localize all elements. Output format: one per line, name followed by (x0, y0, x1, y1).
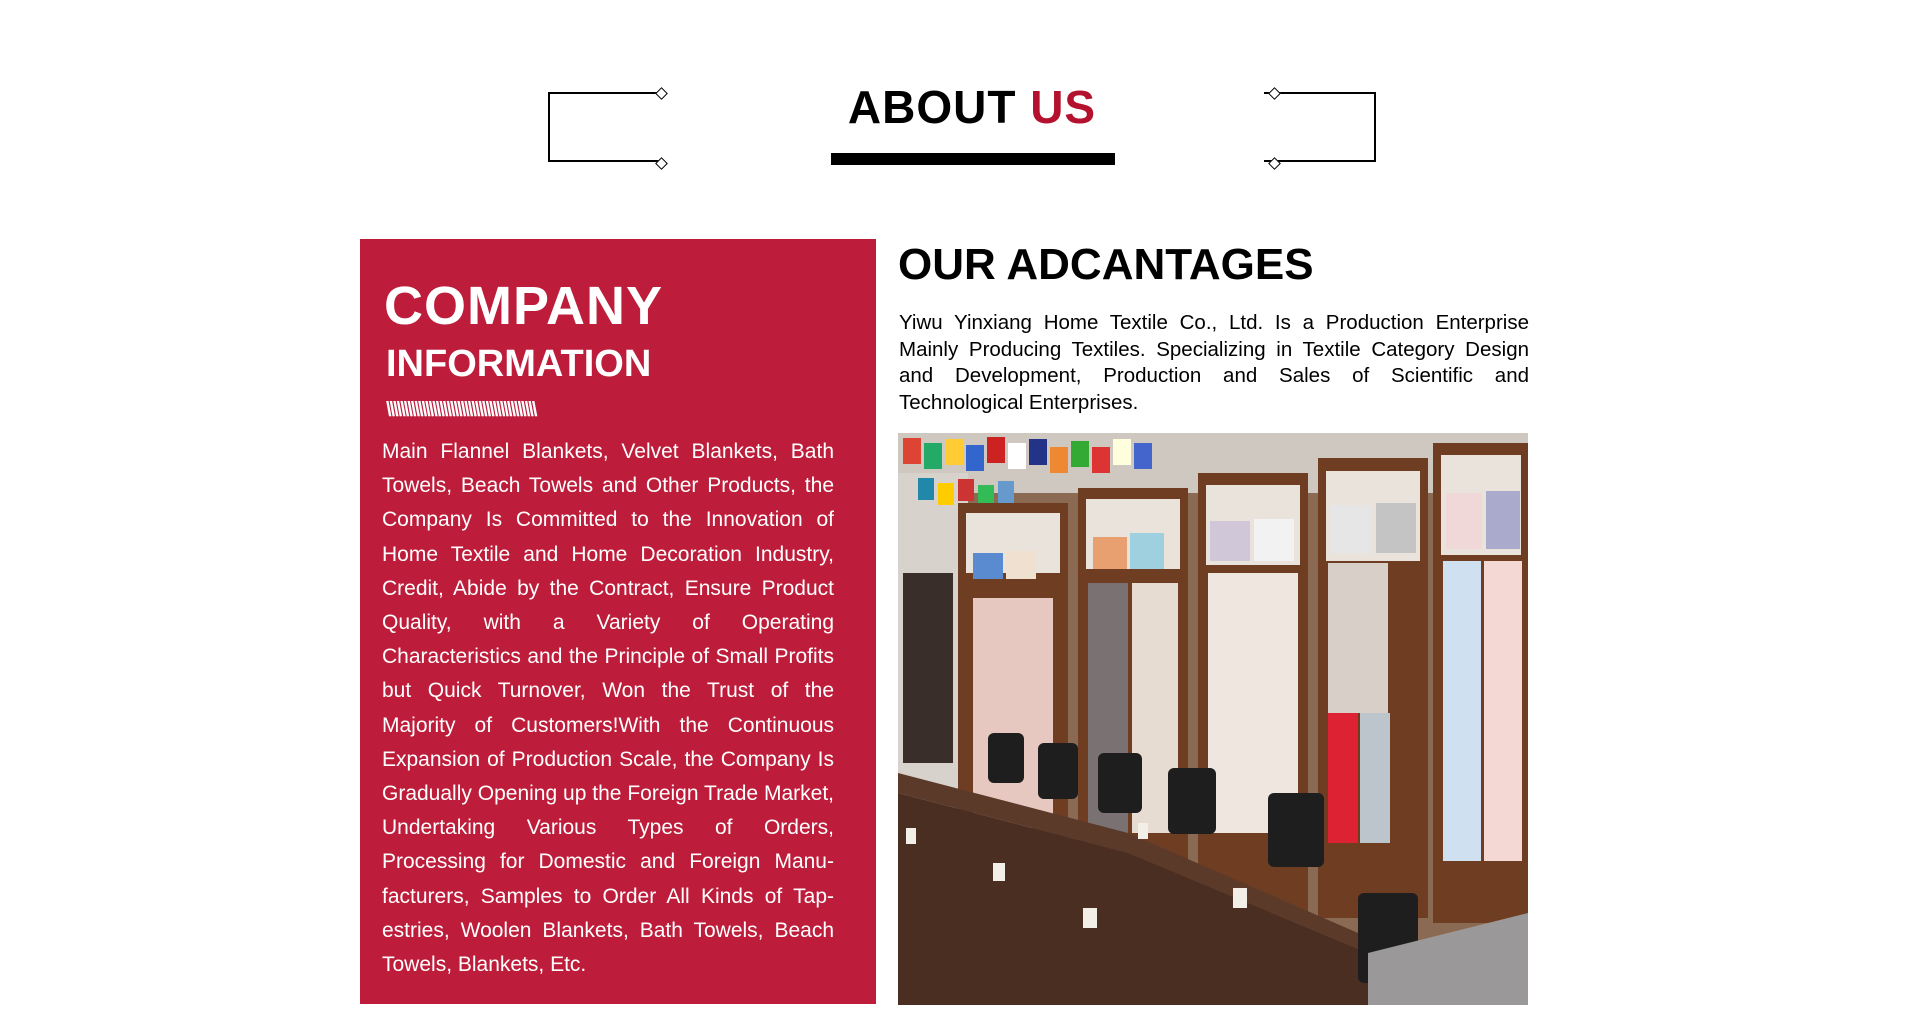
information-heading: INFORMATION (386, 343, 652, 385)
company-description: Main Flannel Blankets, Velvet Blankets, Bath Towels, Beach Towels and Other Products, the Company Is Committed to the Innovation of Home Textile and Home Decoration Industry, Credit, Abide by the Contract, Ensure Product Quality, with a Variety of Operating Characteristics and the Principle of Small Profits but Quick Turnover, Won the Trust of the Majority of Customers!With the Continuous Expansion of Production Scale, the Company Is Gradually Opening up the Foreign Trade Market, Undertaking Various Types of Orders, Processing for Domestic and Foreign Manufacturers, Samples to Order All Kinds of Tapestries, Woolen Blankets, Bath Towels, Beach Towels, Blankets, Etc. (382, 440, 834, 977)
left-bracket-decoration (548, 92, 660, 162)
advantages-description: Yiwu Yinxiang Home Textile Co., Ltd. Is a Production Enterprise Mainly Producing Textiles. Specializing in Textile Category Design and Development, Production and Sales of Scientific and Technological Enterprises. (899, 311, 1529, 414)
advantages-title: OUR ADCANTAGES (898, 240, 1314, 289)
title-accent: US (1030, 81, 1097, 133)
right-bracket-decoration (1264, 92, 1376, 162)
company-heading: COMPANY (384, 276, 664, 336)
showroom-photo (898, 433, 1528, 1005)
slash-decoration: \\\\\\\\\\\\\\\\\\\\\\\\\\\\\\\\\\\\\\\\\\ (386, 399, 536, 421)
title-main: ABOUT (847, 81, 1017, 133)
about-header (0, 0, 1920, 200)
company-information-panel (360, 239, 876, 1004)
page-title (830, 80, 1114, 134)
title-underline (831, 153, 1115, 165)
